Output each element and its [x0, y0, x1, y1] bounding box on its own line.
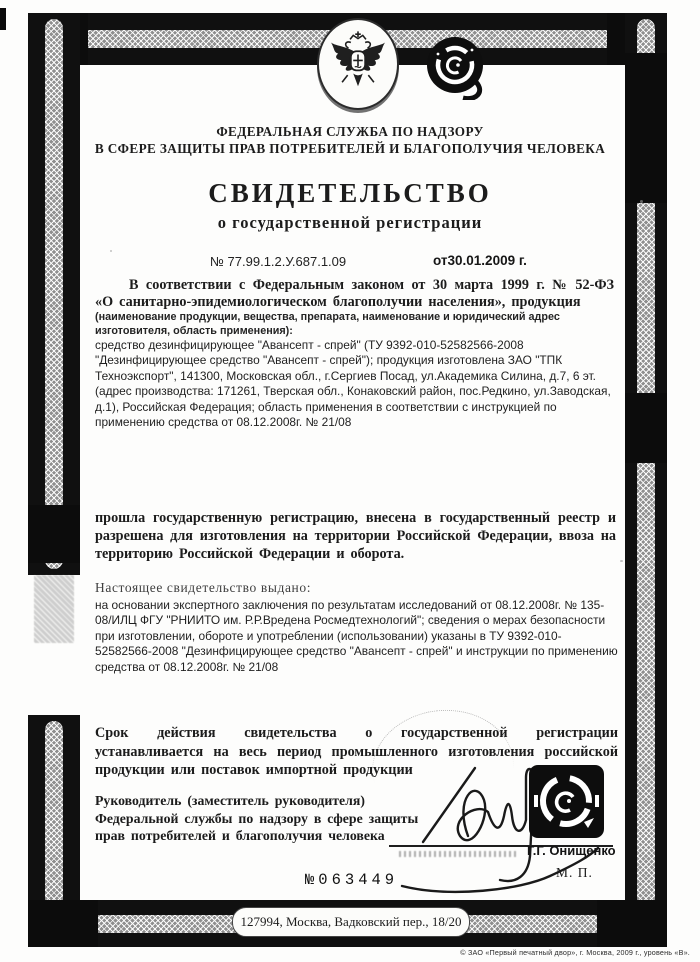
frame-block — [625, 53, 667, 203]
frame-left-upper — [28, 13, 80, 575]
signer-name: Г.Г. Онищенко — [527, 843, 616, 858]
signer-role: Руководитель (заместитель руководителя) Федеральной службы по надзору в сфере защиты прав потребителей и благополучия человека — [95, 793, 419, 843]
scan-speck — [620, 560, 623, 562]
double-headed-eagle-icon — [327, 27, 389, 101]
registration-date: от30.01.2009 г. — [433, 253, 527, 268]
printer-imprint: © ЗАО «Первый печатный двор», г. Москва, 2009 г., уровень «В». — [460, 948, 690, 957]
frame-block — [597, 900, 667, 947]
issuance-basis: на основании экспертного заключения по результатам исследований от 08.12.2008г. № 135-08/ИЛЦ ФГУ "РНИИТО им. Р.Р.Вредена Росмедтехнологий"; сведения о мерах безопасности при изготовлении, обороте и употреблении (использовании) указаны в ТУ 9392-010-52582566-2008 "Дезинфицирующее средство "Авансепт - спрей" и инструкции по применению средства от 08.12.2008г. № 21/08 — [95, 598, 618, 674]
frame-block — [625, 393, 667, 463]
hologram-seal-icon — [424, 34, 490, 100]
frame-block — [28, 900, 98, 947]
seal-place-mark: М. П. — [556, 865, 593, 880]
frame-right — [625, 13, 667, 947]
scan-speck — [640, 200, 643, 203]
authority-line1: ФЕДЕРАЛЬНАЯ СЛУЖБА ПО НАДЗОРУ — [216, 124, 484, 139]
intro-footnote: (наименование продукции, вещества, препарата, наименование и юридический адрес изготовителя, область применения): — [95, 311, 560, 337]
blank-number: №063449 — [305, 871, 399, 889]
footer-address: 127994, Москва, Вадковский пер., 18/20 — [232, 907, 470, 937]
security-stamp-icon — [528, 764, 605, 839]
document-title: СВИДЕТЕЛЬСТВО — [208, 178, 492, 208]
product-description: средство дезинфицирующее "Авансепт - спрей" (ТУ 9392-010-52582566-2008 "Дезинфицирующее средство "Авансепт - спрей"); продукция изготовлена ЗАО "ТПК Техноэкспорт", 141300, Московская обл., г.Сергиев Посад, ул.Академика Силина, д.7, 6 эт. (адрес производства: 171261, Тверская обл., Конаковский район, пос.Редкино, ул.Заводская, д.1), Российская Федерация; область применения в соответствии с инструкцией по применению средства от 08.12.2008г. № 21/08 — [95, 338, 611, 430]
intro-paragraph: В соответствии с Федеральным законом от 30 марта 1999 г. № 52-ФЗ «О санитарно-эпидемиологическом благополучии населения», продукция — [95, 277, 614, 310]
scan-artifact — [0, 8, 6, 30]
issuing-authority — [86, 124, 614, 157]
registration-number: № 77.99.1.2.У.687.1.09 — [210, 254, 347, 269]
coat-of-arms-medallion — [317, 18, 399, 110]
document-subtitle: о государственной регистрации — [217, 213, 483, 232]
authority-line2: В СФЕРЕ ЗАЩИТЫ ПРАВ ПОТРЕБИТЕЛЕЙ И БЛАГОПОЛУЧИЯ ЧЕЛОВЕКА — [94, 140, 606, 156]
registration-statement: прошла государственную регистрацию, внесена в государственный реестр и разрешена для изготовления на территории Российской Федерации, ввоза на территорию Российской Федерации и оборота. — [95, 510, 616, 562]
scan-speck — [60, 300, 62, 302]
frame-left-faded — [34, 575, 74, 643]
validity-statement: Срок действия свидетельства о государственной регистрации устанавливается на весь период промышленного изготовления российской продукции или поставок импортной продукции — [95, 725, 618, 778]
frame-block — [28, 505, 80, 563]
scan-speck — [110, 250, 112, 252]
guilloche-stripe-left — [45, 19, 63, 569]
signature-caption-smudge — [399, 851, 517, 857]
issued-label: Настоящее свидетельство выдано: — [95, 580, 312, 595]
